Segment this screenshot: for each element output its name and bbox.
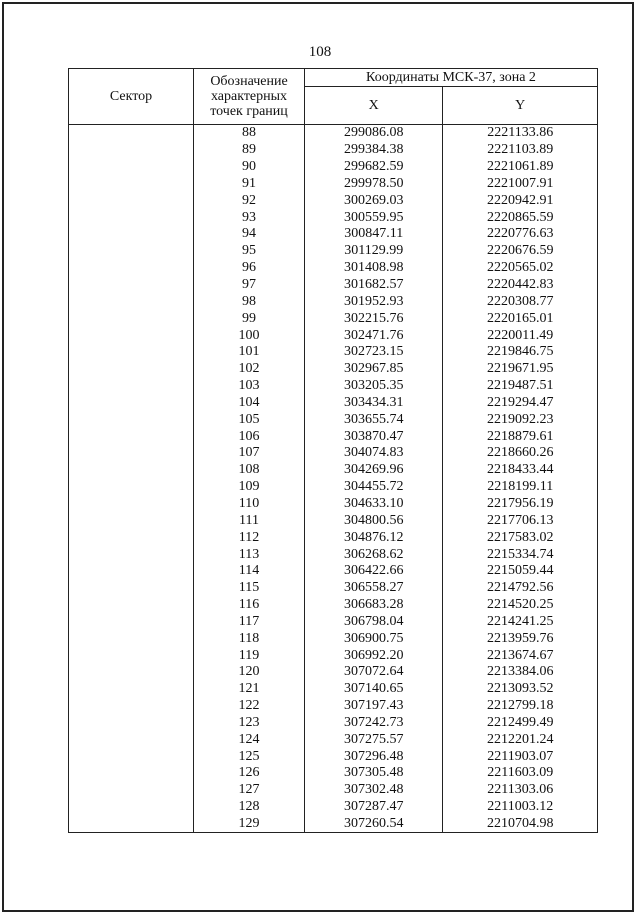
x-coordinate-cell: 304269.96	[305, 462, 443, 479]
sector-cell	[69, 344, 194, 361]
table-row	[69, 529, 598, 546]
x-coordinate-cell: 307305.48	[305, 765, 443, 782]
point-number-cell: 128	[194, 799, 305, 816]
x-coordinate-cell: 303870.47	[305, 428, 443, 445]
table-row	[69, 799, 598, 816]
header-sector: Сектор	[69, 69, 194, 125]
point-number-cell: 94	[194, 226, 305, 243]
x-coordinate-cell: 304800.56	[305, 512, 443, 529]
point-number-cell: 118	[194, 630, 305, 647]
sector-cell	[69, 142, 194, 159]
header-x: X	[305, 87, 443, 125]
sector-cell	[69, 479, 194, 496]
sector-cell	[69, 293, 194, 310]
x-coordinate-cell: 306992.20	[305, 647, 443, 664]
header-point-line2: характерных	[210, 89, 288, 104]
table-row	[69, 277, 598, 294]
point-number-cell: 88	[194, 125, 305, 142]
y-coordinate-cell: 2221007.91	[443, 176, 598, 193]
y-coordinate-cell: 2213384.06	[443, 664, 598, 681]
table-row	[69, 445, 598, 462]
x-coordinate-cell: 304876.12	[305, 529, 443, 546]
point-number-cell: 95	[194, 243, 305, 260]
table-row	[69, 243, 598, 260]
x-coordinate-cell: 306268.62	[305, 546, 443, 563]
y-coordinate-cell: 2211303.06	[443, 782, 598, 799]
sector-cell	[69, 395, 194, 412]
sector-cell	[69, 243, 194, 260]
y-coordinate-cell: 2217956.19	[443, 496, 598, 513]
table-row	[69, 496, 598, 513]
y-coordinate-cell: 2213959.76	[443, 630, 598, 647]
header-point-line1: Обозначение	[210, 74, 288, 89]
point-number-cell: 93	[194, 209, 305, 226]
sector-cell	[69, 411, 194, 428]
header-coordinates: Координаты МСК-37, зона 2	[305, 69, 598, 87]
x-coordinate-cell: 303205.35	[305, 378, 443, 395]
sector-cell	[69, 563, 194, 580]
x-coordinate-cell: 303434.31	[305, 395, 443, 412]
sector-cell	[69, 512, 194, 529]
y-coordinate-cell: 2218879.61	[443, 428, 598, 445]
sector-cell	[69, 378, 194, 395]
sector-cell	[69, 125, 194, 142]
x-coordinate-cell: 300559.95	[305, 209, 443, 226]
table-row	[69, 226, 598, 243]
x-coordinate-cell: 300269.03	[305, 192, 443, 209]
x-coordinate-cell: 304455.72	[305, 479, 443, 496]
point-number-cell: 107	[194, 445, 305, 462]
point-number-cell: 102	[194, 361, 305, 378]
sector-cell	[69, 462, 194, 479]
y-coordinate-cell: 2215059.44	[443, 563, 598, 580]
table-row	[69, 260, 598, 277]
point-number-cell: 92	[194, 192, 305, 209]
x-coordinate-cell: 307242.73	[305, 715, 443, 732]
x-coordinate-cell: 306683.28	[305, 597, 443, 614]
point-number-cell: 127	[194, 782, 305, 799]
y-coordinate-cell: 2211603.09	[443, 765, 598, 782]
x-coordinate-cell: 307275.57	[305, 731, 443, 748]
x-coordinate-cell: 302967.85	[305, 361, 443, 378]
sector-cell	[69, 327, 194, 344]
point-number-cell: 110	[194, 496, 305, 513]
y-coordinate-cell: 2220308.77	[443, 293, 598, 310]
table-row	[69, 159, 598, 176]
table-row	[69, 698, 598, 715]
y-coordinate-cell: 2213674.67	[443, 647, 598, 664]
x-coordinate-cell: 307140.65	[305, 681, 443, 698]
page-number: 108	[308, 44, 332, 60]
x-coordinate-cell: 301408.98	[305, 260, 443, 277]
point-number-cell: 122	[194, 698, 305, 715]
x-coordinate-cell: 302215.76	[305, 310, 443, 327]
sector-cell	[69, 664, 194, 681]
point-number-cell: 109	[194, 479, 305, 496]
y-coordinate-cell: 2214792.56	[443, 580, 598, 597]
table-row	[69, 344, 598, 361]
y-coordinate-cell: 2217706.13	[443, 512, 598, 529]
y-coordinate-cell: 2210704.98	[443, 816, 598, 833]
sector-cell	[69, 496, 194, 513]
y-coordinate-cell: 2214241.25	[443, 613, 598, 630]
x-coordinate-cell: 300847.11	[305, 226, 443, 243]
point-number-cell: 115	[194, 580, 305, 597]
table-row	[69, 546, 598, 563]
sector-cell	[69, 782, 194, 799]
table-row	[69, 765, 598, 782]
table-row	[69, 411, 598, 428]
y-coordinate-cell: 2220776.63	[443, 226, 598, 243]
table-row	[69, 782, 598, 799]
sector-cell	[69, 277, 194, 294]
sector-cell	[69, 361, 194, 378]
point-number-cell: 89	[194, 142, 305, 159]
sector-cell	[69, 209, 194, 226]
sector-cell	[69, 580, 194, 597]
sector-cell	[69, 647, 194, 664]
table-row	[69, 428, 598, 445]
y-coordinate-cell: 2220865.59	[443, 209, 598, 226]
y-coordinate-cell: 2219487.51	[443, 378, 598, 395]
table-row	[69, 630, 598, 647]
table-row	[69, 681, 598, 698]
point-number-cell: 96	[194, 260, 305, 277]
point-number-cell: 91	[194, 176, 305, 193]
point-number-cell: 123	[194, 715, 305, 732]
x-coordinate-cell: 299682.59	[305, 159, 443, 176]
point-number-cell: 113	[194, 546, 305, 563]
table-row	[69, 327, 598, 344]
coordinates-table	[68, 68, 598, 833]
sector-cell	[69, 159, 194, 176]
x-coordinate-cell: 299978.50	[305, 176, 443, 193]
x-coordinate-cell: 306422.66	[305, 563, 443, 580]
y-coordinate-cell: 2220942.91	[443, 192, 598, 209]
point-number-cell: 99	[194, 310, 305, 327]
y-coordinate-cell: 2211003.12	[443, 799, 598, 816]
table-row	[69, 361, 598, 378]
y-coordinate-cell: 2219671.95	[443, 361, 598, 378]
point-number-cell: 104	[194, 395, 305, 412]
x-coordinate-cell: 303655.74	[305, 411, 443, 428]
y-coordinate-cell: 2219846.75	[443, 344, 598, 361]
y-coordinate-cell: 2221103.89	[443, 142, 598, 159]
sector-cell	[69, 310, 194, 327]
point-number-cell: 112	[194, 529, 305, 546]
point-number-cell: 120	[194, 664, 305, 681]
point-number-cell: 124	[194, 731, 305, 748]
point-number-cell: 117	[194, 613, 305, 630]
sector-cell	[69, 748, 194, 765]
table-row	[69, 563, 598, 580]
table-row	[69, 479, 598, 496]
x-coordinate-cell: 302471.76	[305, 327, 443, 344]
y-coordinate-cell: 2213093.52	[443, 681, 598, 698]
point-number-cell: 119	[194, 647, 305, 664]
sector-cell	[69, 698, 194, 715]
table-row	[69, 664, 598, 681]
point-number-cell: 108	[194, 462, 305, 479]
sector-cell	[69, 613, 194, 630]
y-coordinate-cell: 2219294.47	[443, 395, 598, 412]
y-coordinate-cell: 2214520.25	[443, 597, 598, 614]
table-row	[69, 125, 598, 142]
x-coordinate-cell: 307287.47	[305, 799, 443, 816]
sector-cell	[69, 546, 194, 563]
y-coordinate-cell: 2220442.83	[443, 277, 598, 294]
point-number-cell: 106	[194, 428, 305, 445]
y-coordinate-cell: 2221133.86	[443, 125, 598, 142]
sector-cell	[69, 765, 194, 782]
sector-cell	[69, 597, 194, 614]
sector-cell	[69, 731, 194, 748]
sector-cell	[69, 681, 194, 698]
x-coordinate-cell: 299086.08	[305, 125, 443, 142]
x-coordinate-cell: 306798.04	[305, 613, 443, 630]
y-coordinate-cell: 2218660.26	[443, 445, 598, 462]
table-row	[69, 293, 598, 310]
y-coordinate-cell: 2212499.49	[443, 715, 598, 732]
y-coordinate-cell: 2218199.11	[443, 479, 598, 496]
table-row	[69, 176, 598, 193]
table-row	[69, 748, 598, 765]
sector-cell	[69, 192, 194, 209]
sector-cell	[69, 445, 194, 462]
point-number-cell: 101	[194, 344, 305, 361]
y-coordinate-cell: 2217583.02	[443, 529, 598, 546]
table-row	[69, 142, 598, 159]
sector-cell	[69, 816, 194, 833]
y-coordinate-cell: 2220565.02	[443, 260, 598, 277]
sector-cell	[69, 176, 194, 193]
table-row	[69, 209, 598, 226]
point-number-cell: 125	[194, 748, 305, 765]
sector-cell	[69, 226, 194, 243]
y-coordinate-cell: 2212201.24	[443, 731, 598, 748]
y-coordinate-cell: 2212799.18	[443, 698, 598, 715]
x-coordinate-cell: 302723.15	[305, 344, 443, 361]
point-number-cell: 90	[194, 159, 305, 176]
table-row	[69, 597, 598, 614]
x-coordinate-cell: 307072.64	[305, 664, 443, 681]
sector-cell	[69, 715, 194, 732]
table-row	[69, 462, 598, 479]
table-row	[69, 395, 598, 412]
x-coordinate-cell: 307197.43	[305, 698, 443, 715]
header-point-designation	[194, 69, 305, 125]
x-coordinate-cell: 307260.54	[305, 816, 443, 833]
table-row	[69, 192, 598, 209]
y-coordinate-cell: 2220011.49	[443, 327, 598, 344]
x-coordinate-cell: 306900.75	[305, 630, 443, 647]
y-coordinate-cell: 2211903.07	[443, 748, 598, 765]
header-y: Y	[443, 87, 598, 125]
x-coordinate-cell: 307296.48	[305, 748, 443, 765]
table-body	[69, 125, 598, 833]
x-coordinate-cell: 304633.10	[305, 496, 443, 513]
sector-cell	[69, 260, 194, 277]
sector-cell	[69, 428, 194, 445]
point-number-cell: 100	[194, 327, 305, 344]
point-number-cell: 111	[194, 512, 305, 529]
y-coordinate-cell: 2221061.89	[443, 159, 598, 176]
point-number-cell: 98	[194, 293, 305, 310]
y-coordinate-cell: 2220676.59	[443, 243, 598, 260]
x-coordinate-cell: 299384.38	[305, 142, 443, 159]
table-row	[69, 613, 598, 630]
y-coordinate-cell: 2219092.23	[443, 411, 598, 428]
table-row	[69, 731, 598, 748]
point-number-cell: 121	[194, 681, 305, 698]
x-coordinate-cell: 301129.99	[305, 243, 443, 260]
y-coordinate-cell: 2220165.01	[443, 310, 598, 327]
y-coordinate-cell: 2218433.44	[443, 462, 598, 479]
x-coordinate-cell: 307302.48	[305, 782, 443, 799]
point-number-cell: 103	[194, 378, 305, 395]
table-row	[69, 378, 598, 395]
x-coordinate-cell: 301952.93	[305, 293, 443, 310]
sector-cell	[69, 799, 194, 816]
table-row	[69, 715, 598, 732]
point-number-cell: 129	[194, 816, 305, 833]
table-row	[69, 512, 598, 529]
point-number-cell: 126	[194, 765, 305, 782]
point-number-cell: 97	[194, 277, 305, 294]
sector-cell	[69, 529, 194, 546]
y-coordinate-cell: 2215334.74	[443, 546, 598, 563]
x-coordinate-cell: 301682.57	[305, 277, 443, 294]
table-row	[69, 580, 598, 597]
table-row	[69, 310, 598, 327]
table-row	[69, 816, 598, 833]
point-number-cell: 105	[194, 411, 305, 428]
sector-cell	[69, 630, 194, 647]
x-coordinate-cell: 306558.27	[305, 580, 443, 597]
point-number-cell: 116	[194, 597, 305, 614]
header-point-line3: точек границ	[210, 104, 288, 119]
point-number-cell: 114	[194, 563, 305, 580]
table-row	[69, 647, 598, 664]
x-coordinate-cell: 304074.83	[305, 445, 443, 462]
